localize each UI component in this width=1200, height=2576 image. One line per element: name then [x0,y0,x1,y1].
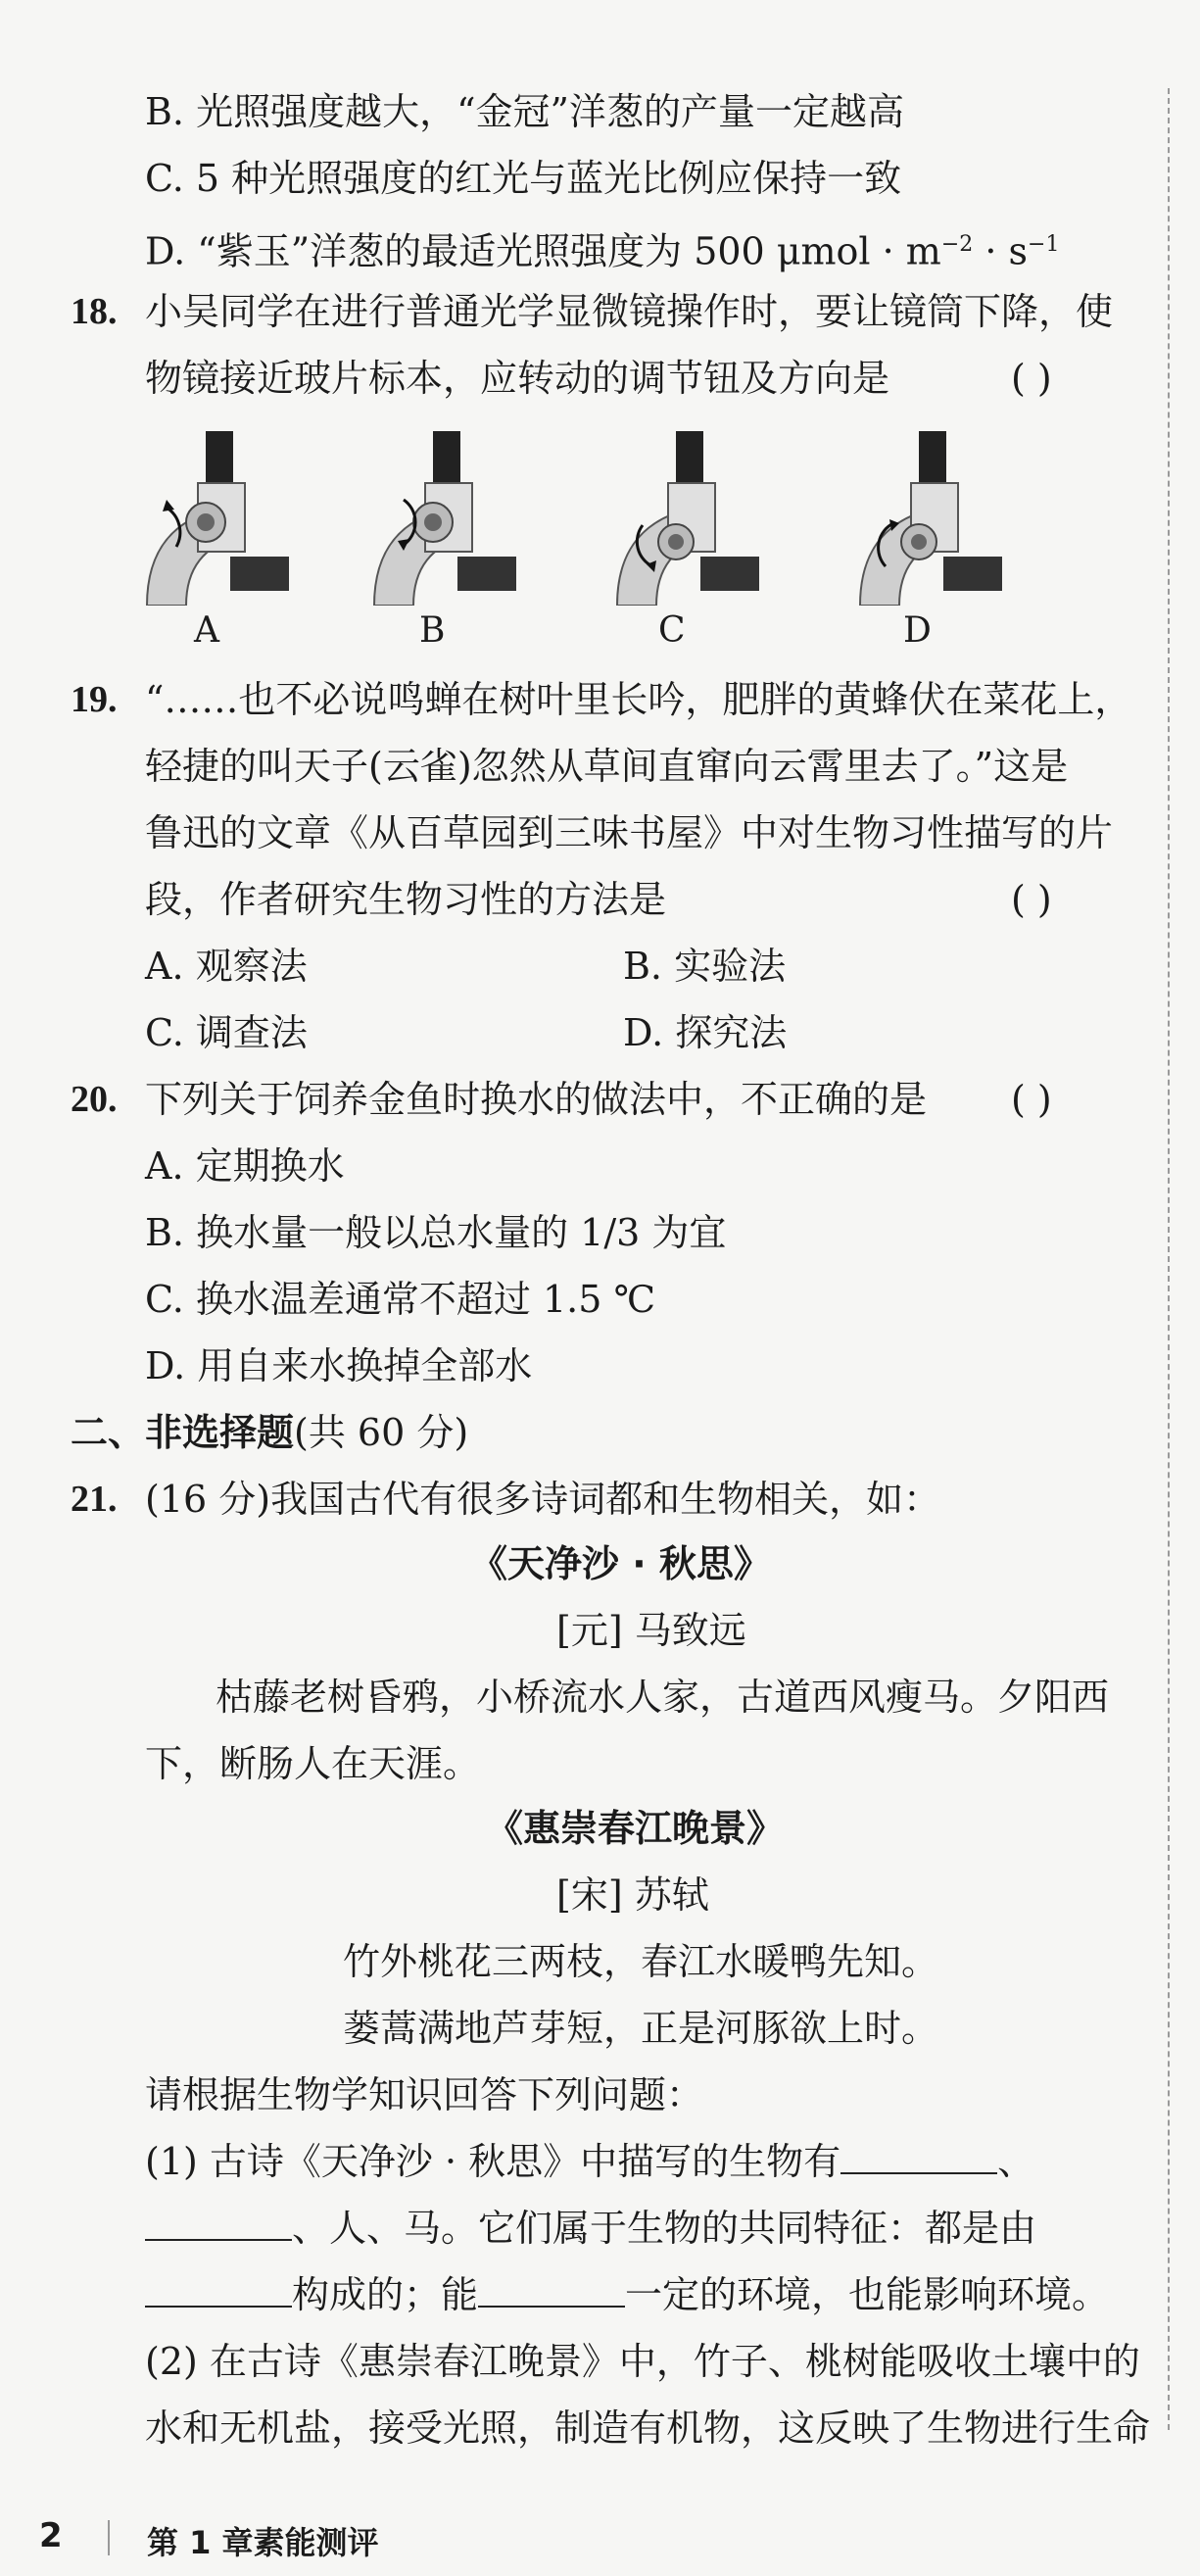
q19-number: 19. [71,679,118,720]
poem1-title: 《天净沙 · 秋思》 [470,1542,771,1585]
q19-option-a: A. 观察法 [145,945,308,988]
q19-option-c: C. 调查法 [145,1011,308,1054]
q20-option-b: B. 换水量一般以总水量的 1/3 为宜 [145,1211,727,1254]
q21-sub1-line2: 、人、马。它们属于生物的共同特征：都是由 [145,2205,1036,2252]
q19-stem-line4: 段，作者研究生物习性的方法是 [145,878,667,921]
poem2-line2: 蒌蒿满地芦芽短，正是河豚欲上时。 [343,2007,939,2050]
microscope-figure-b [364,429,531,606]
q18-stem-line2: 物镜接近玻片标本，应转动的调节钮及方向是 [145,357,890,400]
footer-divider [108,2520,110,2555]
microscope-figure-c [607,429,774,606]
figure-label-c: C [658,610,686,651]
poem2-title: 《惠崇春江晚景》 [486,1807,785,1850]
q20-option-d: D. 用自来水换掉全部水 [145,1344,533,1387]
q18-stem-line1: 小吴同学在进行普通光学显微镜操作时，要让镜筒下降，使 [145,290,1114,333]
figure-label-a: A [194,610,219,651]
poem1-author: [元] 马致远 [556,1609,746,1652]
answer-blank-3[interactable] [145,2272,292,2308]
q18-number: 18. [71,291,118,332]
poem1-line1: 枯藤老树昏鸦，小桥流水人家，古道西风瘦马。夕阳西 [216,1676,1110,1719]
q17-option-d: D. “紫玉”洋葱的最适光照强度为 500 $\mu mol \cdot m^{-2} \cdot s^{-1}$ [145,229,1060,273]
q21-sub1-line1: (1) 古诗《天净沙 · 秋思》中描写的生物有 、 [145,2140,1035,2183]
answer-blank-2[interactable] [145,2206,292,2241]
q20-number: 20. [71,1079,118,1120]
q20-option-a: A. 定期换水 [145,1144,345,1188]
q19-option-b: B. 实验法 [623,945,787,988]
poem2-author: [宋] 苏轼 [556,1873,709,1917]
q21-number: 21. [71,1479,118,1520]
q21-sub2-line1: (2) 在古诗《惠崇春江晚景》中，竹子、桃树能吸收土壤中的 [145,2340,1140,2383]
q20-stem: 下列关于饲养金鱼时换水的做法中，不正确的是 [145,1078,928,1121]
q20-answer-paren: ( ) [1011,1078,1052,1121]
q19-stem-line1: “……也不必说鸣蝉在树叶里长吟，肥胖的黄蜂伏在菜花上， [145,678,1132,721]
q21-prompt: 请根据生物学知识回答下列问题： [145,2073,704,2116]
q17-option-c: C. 5 种光照强度的红光与蓝光比例应保持一致 [145,157,902,200]
q19-answer-paren: ( ) [1011,878,1052,921]
q19-stem-line2: 轻捷的叫天子(云雀)忽然从草间直窜向云霄里去了。”这是 [145,745,1069,788]
q20-option-c: C. 换水温差通常不超过 1.5 ℃ [145,1278,655,1321]
poem2-line1: 竹外桃花三两枝，春江水暖鸭先知。 [343,1940,939,1983]
answer-blank-4[interactable] [478,2272,625,2308]
answer-blank-1[interactable] [840,2139,997,2174]
microscope-figure-d [850,429,1017,606]
q18-answer-paren: ( ) [1011,357,1052,400]
microscope-figure-a [137,429,304,606]
q21-sub1-line3: 构成的；能 一定的环境，也能影响环境。 [145,2271,1109,2318]
q17-option-b: B. 光照强度越大，“金冠”洋葱的产量一定越高 [145,90,904,133]
q19-option-d: D. 探究法 [623,1011,788,1054]
footer-title: 第 1 章素能测评 [147,2524,379,2561]
q19-stem-line3: 鲁迅的文章《从百草园到三味书屋》中对生物习性描写的片 [145,811,1114,854]
page-number: 2 [39,2516,63,2555]
section2-heading: 二、非选择题(共 60 分) [71,1411,469,1454]
q21-stem: (16 分)我国古代有很多诗词都和生物相关，如： [145,1478,941,1521]
poem1-line2: 下，断肠人在天涯。 [145,1742,481,1785]
figure-label-b: B [419,610,446,651]
cut-line [1168,88,1170,2430]
figure-label-d: D [903,610,932,651]
q21-sub2-line2: 水和无机盐，接受光照，制造有机物，这反映了生物进行生命 [145,2406,1151,2450]
